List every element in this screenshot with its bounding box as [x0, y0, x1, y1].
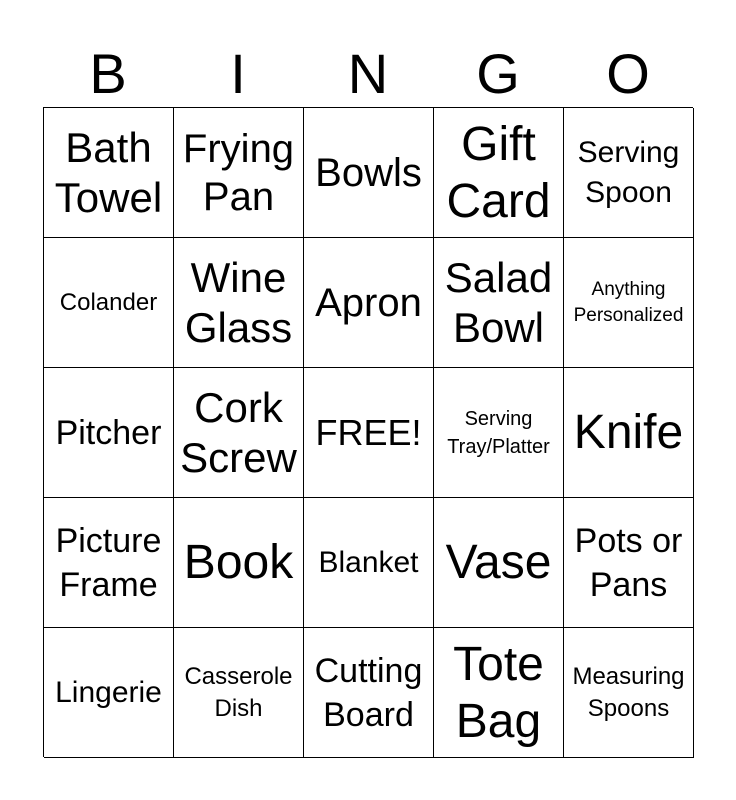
bingo-cell[interactable]: [434, 108, 564, 238]
bingo-cell[interactable]: [304, 108, 434, 238]
bingo-cell[interactable]: [304, 368, 434, 498]
cell-label: Pitcher: [55, 413, 162, 452]
bingo-cell[interactable]: [434, 628, 564, 758]
cell-label: Wine Glass: [184, 253, 293, 351]
header-letter-b: B: [89, 42, 127, 105]
cell-label: Apron: [315, 280, 422, 325]
cell-label: Cutting Board: [314, 651, 423, 734]
header-letter-o: O: [606, 42, 650, 105]
cell-label: Serving Tray/Platter: [447, 407, 550, 458]
cell-label: FREE!: [315, 412, 422, 453]
cell-label: Picture Frame: [55, 521, 162, 604]
bingo-cell[interactable]: [304, 498, 434, 628]
bingo-cell[interactable]: [44, 498, 174, 628]
bingo-cell[interactable]: [434, 238, 564, 368]
cell-label: Blanket: [318, 545, 419, 579]
cell-label: Knife: [573, 406, 684, 459]
header-letter-g: G: [476, 42, 520, 105]
cell-label: Salad Bowl: [444, 253, 553, 351]
header-letter-n: N: [347, 42, 389, 105]
cell-label: Vase: [445, 536, 552, 589]
bingo-cell[interactable]: [44, 368, 174, 498]
cell-label: Bowls: [315, 150, 422, 195]
header-letter-i: I: [230, 42, 246, 105]
cell-label: Serving Spoon: [577, 135, 680, 209]
bingo-cell[interactable]: [174, 628, 304, 758]
bingo-cell[interactable]: [434, 368, 564, 498]
bingo-cell[interactable]: [564, 108, 694, 238]
bingo-cell[interactable]: [304, 628, 434, 758]
cell-label: Lingerie: [55, 675, 162, 709]
cell-label: Anything Personalized: [573, 278, 684, 326]
cell-label: Gift Card: [446, 117, 551, 228]
bingo-cell[interactable]: [564, 368, 694, 498]
cell-label: Frying Pan: [182, 126, 295, 219]
cell-label: Casserole Dish: [184, 662, 293, 722]
cell-label: Measuring Spoons: [572, 662, 685, 722]
bingo-cell[interactable]: [434, 498, 564, 628]
bingo-cell[interactable]: [174, 238, 304, 368]
cell-label: Book: [183, 536, 294, 589]
bingo-cell[interactable]: [564, 238, 694, 368]
bingo-board: [43, 107, 693, 757]
cell-label: Bath Towel: [54, 123, 163, 221]
bingo-cell[interactable]: [564, 498, 694, 628]
cell-label: Cork Screw: [180, 383, 297, 481]
cell-label: Colander: [59, 288, 158, 316]
bingo-cell[interactable]: [44, 108, 174, 238]
bingo-cell[interactable]: [44, 238, 174, 368]
bingo-cell[interactable]: [304, 238, 434, 368]
bingo-cell[interactable]: [564, 628, 694, 758]
bingo-cell[interactable]: [174, 108, 304, 238]
bingo-header: [43, 40, 693, 108]
bingo-cell[interactable]: [174, 498, 304, 628]
bingo-cell[interactable]: [174, 368, 304, 498]
cell-label: Pots or Pans: [574, 521, 683, 604]
bingo-cell[interactable]: [44, 628, 174, 758]
cell-label: Tote Bag: [453, 637, 544, 748]
